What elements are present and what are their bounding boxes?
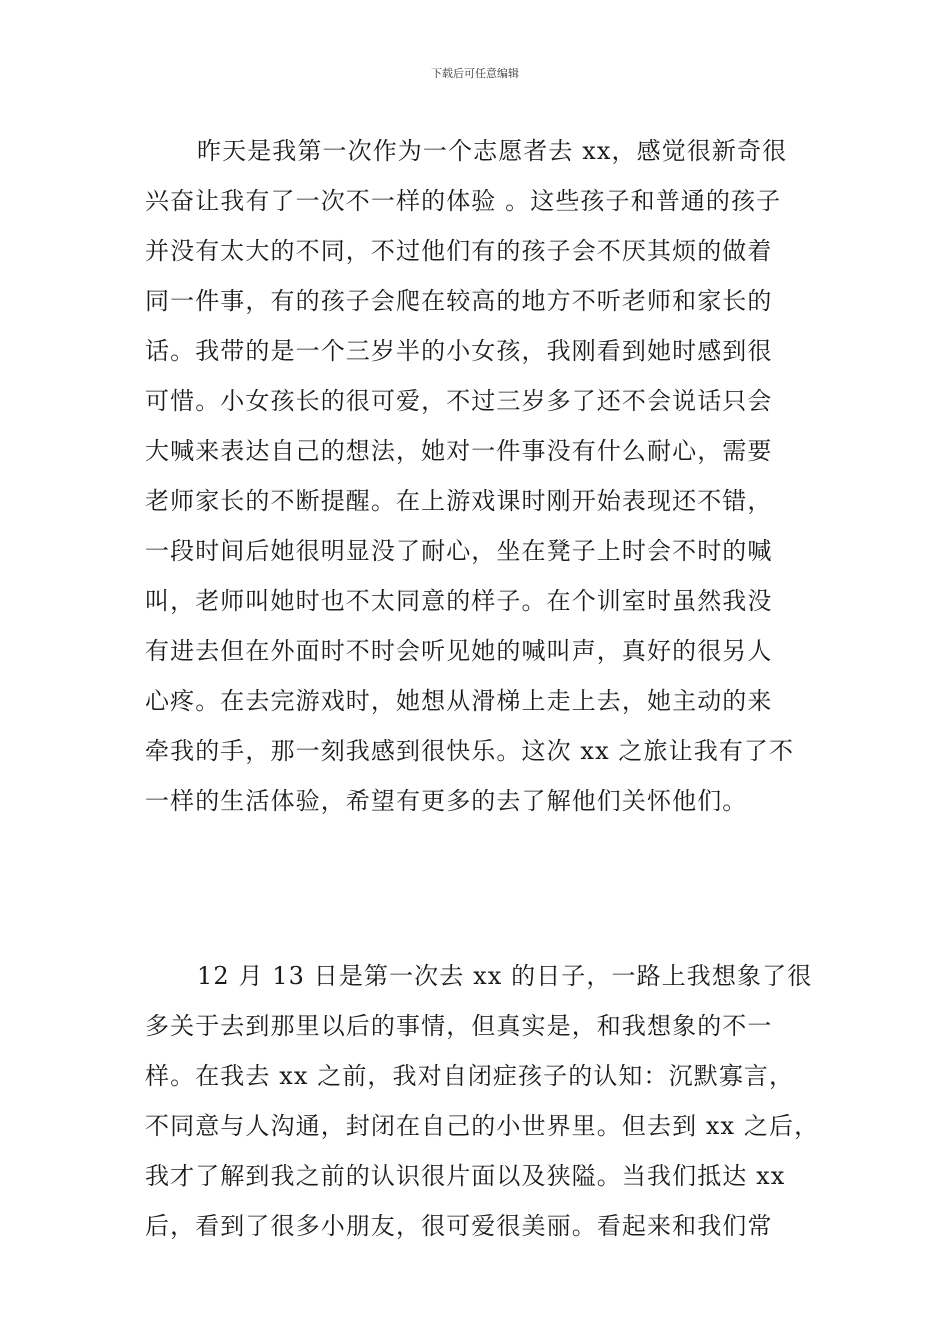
paragraph-spacer — [145, 826, 810, 951]
text-line: 我才了解到我之前的认识很片面以及狭隘。当我们抵达 xx — [145, 1162, 786, 1190]
text-line: 不同意与人沟通，封闭在自己的小世界里。但去到 xx 之后， — [145, 1112, 820, 1140]
paragraph-2 — [145, 951, 820, 1251]
text-line: 兴奋让我有了一次不一样的体验 。这些孩子和普通的孩子 — [145, 187, 782, 215]
text-line: 同一件事，有的孩子会爬在较高的地方不听老师和家长的 — [145, 287, 773, 315]
text-line: 后，看到了很多小朋友，很可爱很美丽。看起来和我们常 — [145, 1212, 773, 1240]
text-line: 老师家长的不断提醒。在上游戏课时刚开始表现还不错， — [145, 487, 773, 515]
document-body — [145, 126, 820, 1251]
text-line: 牵我的手，那一刻我感到很快乐。这次 xx 之旅让我有了不 — [145, 737, 795, 765]
text-line: 一段时间后她很明显没了耐心，坐在凳子上时会不时的喊 — [145, 537, 773, 565]
text-line: 心疼。在去完游戏时，她想从滑梯上走上去，她主动的来 — [145, 687, 773, 715]
text-line: 大喊来表达自己的想法，她对一件事没有什么耐心，需要 — [145, 437, 773, 465]
text-line: 有进去但在外面时不时会听见她的喊叫声，真好的很另人 — [145, 637, 773, 665]
text-line: 叫，老师叫她时也不太同意的样子。在个训室时虽然我没 — [145, 587, 773, 615]
text-line: 多关于去到那里以后的事情，但真实是，和我想象的不一 — [145, 1012, 773, 1040]
text-line: 样。在我去 xx 之前，我对自闭症孩子的认知：沉默寡言， — [145, 1062, 795, 1090]
paragraph-1 — [145, 126, 810, 826]
page-header-note: 下载后可任意编辑 — [431, 67, 519, 80]
text-line: 话。我带的是一个三岁半的小女孩，我刚看到她时感到很 — [145, 337, 773, 365]
text-line: 一样的生活体验，希望有更多的去了解他们关怀他们。 — [145, 787, 748, 815]
text-line: 昨天是我第一次作为一个志愿者去 xx，感觉很新奇很 — [197, 137, 788, 165]
text-line: 12 月 13 日是第一次去 xx 的日子，一路上我想象了很 — [197, 962, 813, 990]
text-line: 可惜。小女孩长的很可爱，不过三岁多了还不会说话只会 — [145, 387, 773, 415]
text-line: 并没有太大的不同，不过他们有的孩子会不厌其烦的做着 — [145, 237, 773, 265]
